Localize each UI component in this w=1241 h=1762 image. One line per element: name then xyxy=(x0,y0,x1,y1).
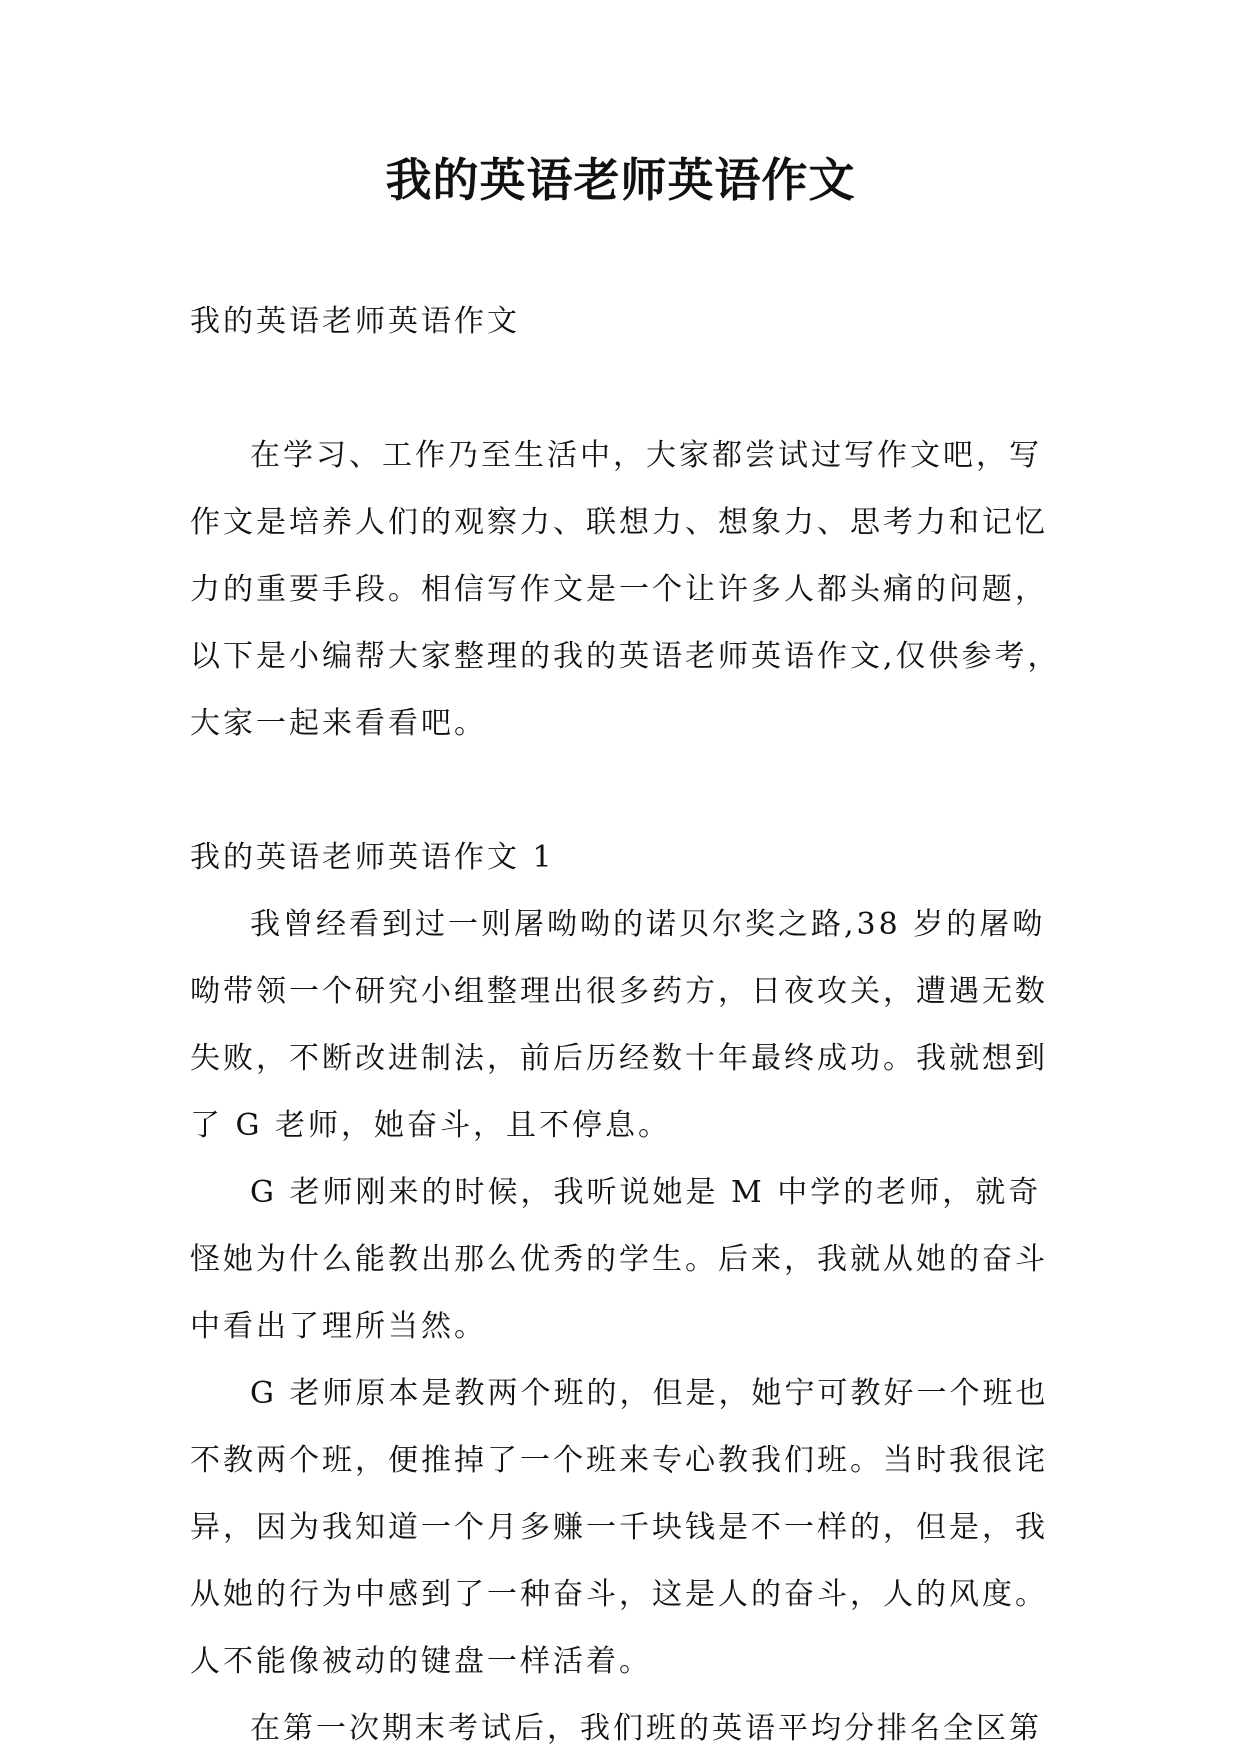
body-paragraph-2: G 老师刚来的时候，我听说她是 M 中学的老师，就奇怪她为什么能教出那么优秀的学生。后来，我就从她的奋斗中看出了理所当然。 xyxy=(190,1175,1048,1344)
page-title: 我的英语老师英语作文 xyxy=(385,153,856,207)
body-paragraph-3: G 老师原本是教两个班的，但是，她宁可教好一个班也不教两个班，便推掉了一个班来专心教我们班。当时我很诧异，因为我知道一个月多赚一千块钱是不一样的，但是，我从她的行为中感到了一种奋斗，这是人的奋斗，人的风度。人不能像被动的键盘一样活着。 xyxy=(190,1376,1049,1679)
document-subtitle: 我的英语老师英语作文 xyxy=(190,304,520,339)
body-paragraph-1: 我曾经看到过一则屠呦呦的诺贝尔奖之路,38 岁的屠呦呦带领一个研究小组整理出很多药方，日夜攻关，遭遇无数失败，不断改进制法，前后历经数十年最终成功。我就想到了 G 老师，她奋斗，且不停息。 xyxy=(190,907,1048,1143)
document-body xyxy=(190,288,1070,1762)
body-paragraph-4: 在第一次期末考试后，我们班的英语平均分排名全区第 xyxy=(250,1711,1042,1746)
intro-paragraph: 在学习、工作乃至生活中，大家都尝试过写作文吧，写作文是培养人们的观察力、联想力、想象力、思考力和记忆力的重要手段。相信写作文是一个让许多人都头痛的问题，以下是小编帮大家整理的我的英语老师英语作文,仅供参考，大家一起来看看吧。 xyxy=(190,438,1061,741)
section-heading: 我的英语老师英语作文 1 xyxy=(190,840,555,875)
